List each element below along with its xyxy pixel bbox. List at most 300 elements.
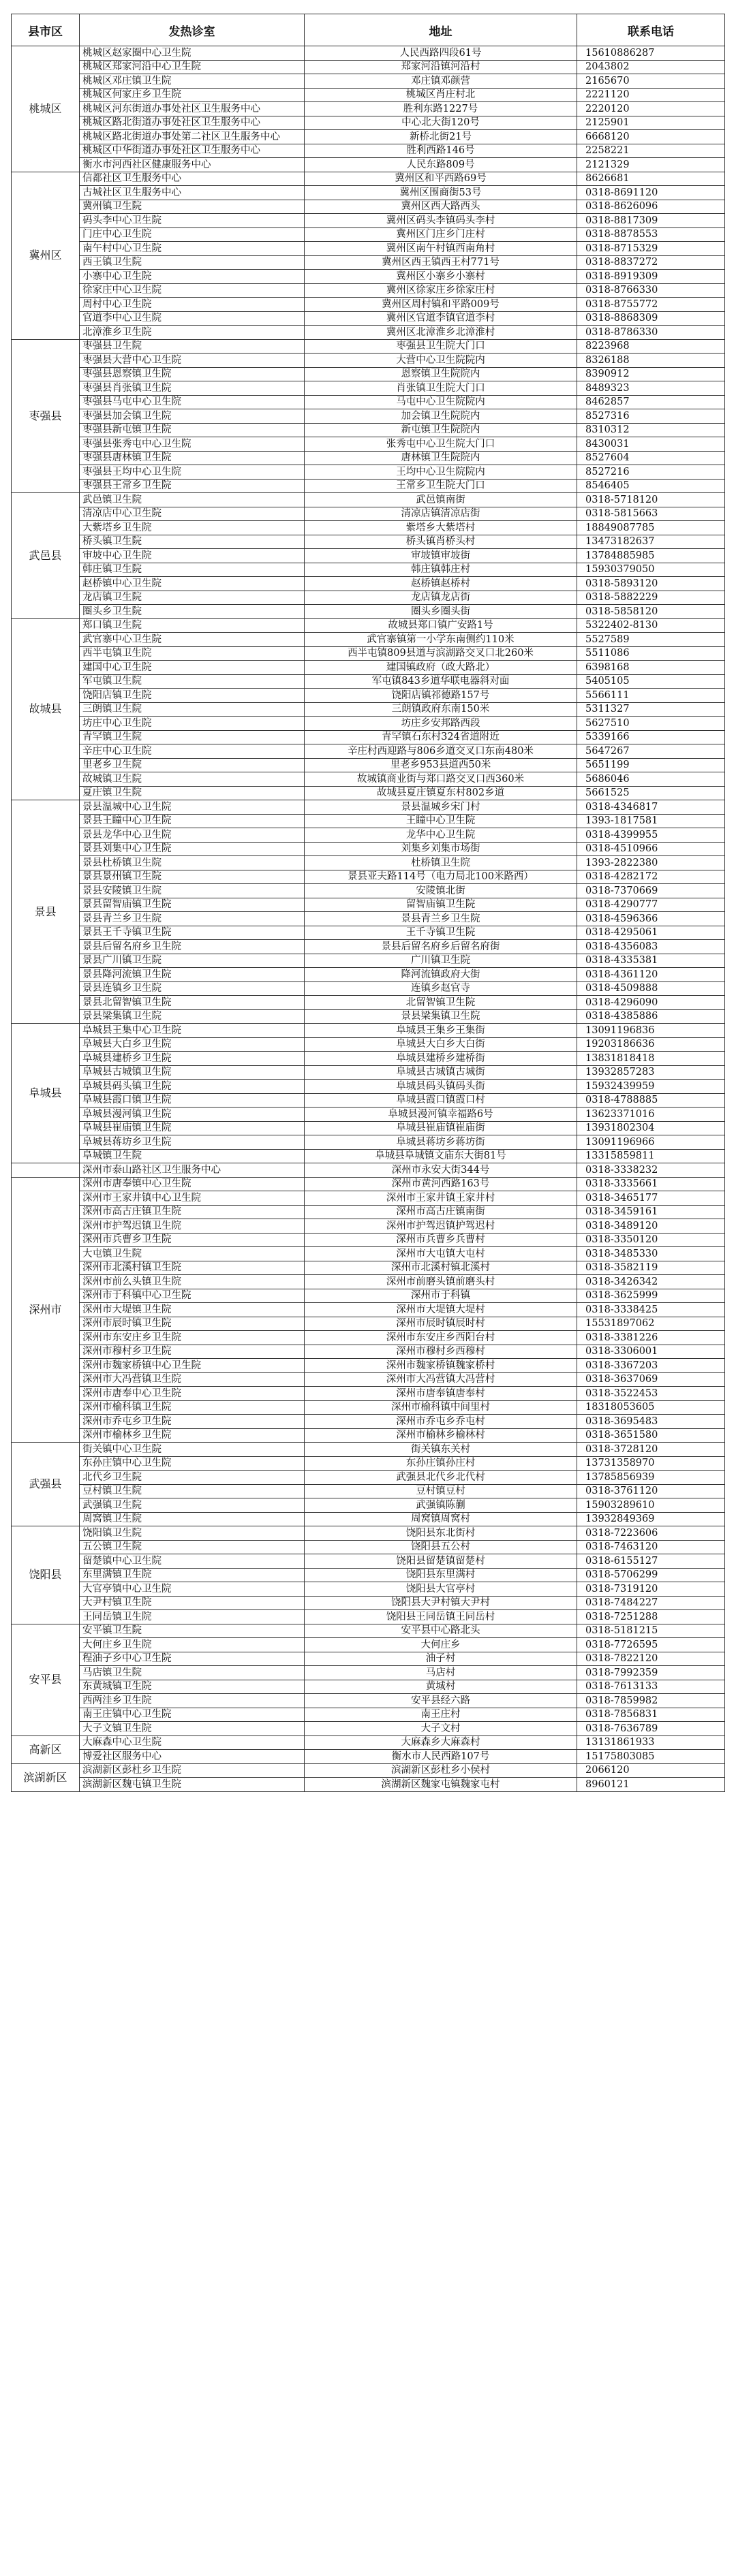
table-row [12,409,725,424]
clinic-name-cell: 桃城区何家庄乡卫生院 [80,88,305,102]
table-row [12,1735,725,1750]
address-cell: 刘集乡刘集市场街 [305,842,577,856]
address-cell: 深州市大堤镇大堤村 [305,1303,577,1317]
table-row [12,1149,725,1163]
phone-cell: 13831818418 [577,1052,725,1066]
clinic-name-cell: 枣强县王常乡卫生院 [80,479,305,493]
phone-cell: 15175803085 [577,1750,725,1764]
table-row [12,702,725,717]
clinic-name-cell: 深州市唐奉镇中心卫生院 [80,1177,305,1191]
table-row [12,186,725,200]
address-cell: 豆村镇豆村 [305,1484,577,1498]
address-cell: 饶阳县五公村 [305,1540,577,1554]
clinic-name-cell: 深州市大冯营镇卫生院 [80,1372,305,1387]
address-cell: 景县温城乡宋门村 [305,800,577,815]
address-cell: 景县梁集镇卫生院 [305,1009,577,1024]
clinic-name-cell: 枣强县卫生院 [80,339,305,354]
table-row [12,1163,725,1178]
table-row [12,88,725,102]
clinic-name-cell: 门庄中心卫生院 [80,227,305,242]
phone-cell: 0318-4788885 [577,1093,725,1108]
clinic-name-cell: 深州市乔屯乡卫生院 [80,1415,305,1429]
phone-cell: 0318-5815663 [577,507,725,521]
table-row [12,786,725,800]
table-row [12,298,725,312]
table-row [12,954,725,968]
table-row [12,479,725,493]
address-cell: 阜城县古城镇古城街 [305,1065,577,1080]
clinic-name-cell: 深州市穆村乡卫生院 [80,1345,305,1359]
address-cell: 王瞳中心卫生院 [305,814,577,828]
table-row [12,717,725,731]
table-row [12,758,725,772]
clinic-name-cell: 辛庄中心卫生院 [80,744,305,759]
address-cell: 阜城县漫河镇幸福路6号 [305,1108,577,1122]
phone-cell: 15531897062 [577,1317,725,1331]
phone-cell: 13315859811 [577,1149,725,1163]
address-cell: 龙华中心卫生院 [305,828,577,843]
address-cell: 深州市榆林乡榆林村 [305,1428,577,1443]
address-cell: 审坡镇审坡街 [305,549,577,563]
phone-cell: 5339166 [577,730,725,744]
phone-cell: 5322402-8130 [577,618,725,633]
clinic-name-cell: 景县王瞳中心卫生院 [80,814,305,828]
address-cell: 王常乡卫生院大门口 [305,479,577,493]
phone-cell: 2066120 [577,1763,725,1778]
clinic-name-cell: 里老乡卫生院 [80,758,305,772]
clinic-name-cell: 大紫塔乡卫生院 [80,521,305,535]
clinic-name-cell: 阜城县霞口镇卫生院 [80,1093,305,1108]
phone-cell: 0318-5718120 [577,493,725,507]
table-row [12,940,725,954]
clinic-name-cell: 深州市榆科镇卫生院 [80,1400,305,1415]
address-cell: 安陵镇北街 [305,884,577,898]
table-row [12,577,725,591]
address-cell: 景县后留名府乡后留名府街 [305,940,577,954]
table-row [12,437,725,452]
phone-cell: 8310312 [577,423,725,437]
phone-cell: 0318-3367203 [577,1359,725,1373]
address-cell: 饶阳县大官亭村 [305,1582,577,1597]
address-cell: 冀州区徐家庄乡徐家庄村 [305,283,577,298]
phone-cell: 0318-3728120 [577,1443,725,1457]
table-row [12,1428,725,1443]
table-row [12,1722,725,1736]
table-row [12,1037,725,1052]
clinic-name-cell: 武官寨中心卫生院 [80,633,305,647]
clinic-name-cell: 桃城区河东街道办事处社区卫生服务中心 [80,102,305,116]
phone-cell: 6668120 [577,130,725,144]
table-row [12,255,725,270]
phone-cell: 0318-4346817 [577,800,725,815]
clinic-name-cell: 阜城县建桥乡卫生院 [80,1052,305,1066]
table-row [12,451,725,465]
table-row [12,912,725,926]
phone-cell: 0318-5893120 [577,577,725,591]
address-cell: 油子村 [305,1652,577,1666]
table-row [12,227,725,242]
address-cell: 连镇乡赵官寺 [305,981,577,996]
table-row [12,1093,725,1108]
address-cell: 深州市北溪村镇北溪村 [305,1261,577,1275]
address-cell: 冀州区北漳淮乡北漳淮村 [305,326,577,340]
table-row [12,828,725,843]
phone-cell: 0318-4385886 [577,1009,725,1024]
clinic-name-cell: 景县降河流镇卫生院 [80,968,305,982]
table-row [12,326,725,340]
address-cell: 圈头乡圈头街 [305,605,577,619]
address-cell: 大何庄乡 [305,1638,577,1652]
phone-cell: 0318-5181215 [577,1624,725,1638]
address-cell: 黄城村 [305,1680,577,1694]
address-cell: 冀州区围商街53号 [305,186,577,200]
clinic-name-cell: 大尹村镇卫生院 [80,1596,305,1610]
phone-cell: 0318-4335381 [577,954,725,968]
table-row [12,1233,725,1247]
phone-cell: 0318-7822120 [577,1652,725,1666]
address-cell: 中心北大街120号 [305,116,577,130]
address-cell: 阜城县崔庙镇崔庙街 [305,1121,577,1135]
clinic-name-cell: 北漳淮乡卫生院 [80,326,305,340]
clinic-name-cell: 景县龙华中心卫生院 [80,828,305,843]
clinic-name-cell: 景县安陵镇卫生院 [80,884,305,898]
table-row [12,60,725,74]
clinic-name-cell: 景县留智庙镇卫生院 [80,898,305,912]
address-cell: 深州市兵曹乡兵曹村 [305,1233,577,1247]
table-row [12,1526,725,1541]
table-row [12,1596,725,1610]
address-cell: 张秀屯中心卫生院大门口 [305,437,577,452]
clinic-name-cell: 景县梁集镇卫生院 [80,1009,305,1024]
address-cell: 深州市东安庄乡西阳台村 [305,1331,577,1345]
clinic-name-cell: 大麻森中心卫生院 [80,1735,305,1750]
county-cell: 枣强县 [12,339,80,493]
header-row [12,14,725,46]
table-row [12,354,725,368]
table-row [12,968,725,982]
clinic-name-cell: 桃城区路北街道办事处第二社区卫生服务中心 [80,130,305,144]
address-cell: 三朗镇政府东南150米 [305,702,577,717]
phone-cell: 15930379050 [577,563,725,577]
address-cell: 南王庄村 [305,1708,577,1722]
table-row [12,507,725,521]
table-row [12,1666,725,1680]
phone-cell: 0318-7859982 [577,1694,725,1708]
phone-cell: 1393-2822380 [577,856,725,870]
table-row [12,1484,725,1498]
table-row [12,549,725,563]
phone-cell: 8527216 [577,465,725,480]
clinic-name-cell: 东孙庄镇中心卫生院 [80,1456,305,1471]
address-cell: 阜城县大白乡大白街 [305,1037,577,1052]
clinic-name-cell: 徐家庄中心卫生院 [80,283,305,298]
phone-cell: 0318-7992359 [577,1666,725,1680]
table-row [12,842,725,856]
address-cell: 深州市大冯营镇大冯营村 [305,1372,577,1387]
clinic-name-cell: 审坡中心卫生院 [80,549,305,563]
clinic-name-cell: 阜城镇卫生院 [80,1149,305,1163]
table-row [12,1275,725,1289]
address-cell: 胜利西路146号 [305,144,577,158]
address-cell: 邓庄镇邓颜营 [305,74,577,89]
table-row [12,242,725,256]
clinic-name-cell: 古城社区卫生服务中心 [80,186,305,200]
phone-cell: 0318-3761120 [577,1484,725,1498]
table-row [12,1778,725,1792]
table-row [12,1024,725,1038]
phone-cell: 8430031 [577,437,725,452]
clinic-name-cell: 深州市于科镇中心卫生院 [80,1289,305,1303]
clinic-name-cell: 衡水市河西社区健康服务中心 [80,158,305,172]
table-row [12,884,725,898]
clinic-name-cell: 圈头乡卫生院 [80,605,305,619]
phone-cell: 8326188 [577,354,725,368]
phone-cell: 0318-3335661 [577,1177,725,1191]
clinic-name-cell: 大屯镇卫生院 [80,1247,305,1261]
address-cell: 周窝镇周窝村 [305,1512,577,1526]
clinic-name-cell: 故城镇卫生院 [80,772,305,787]
table-row [12,1498,725,1513]
phone-cell: 0318-3459161 [577,1205,725,1219]
clinic-name-cell: 郑口镇卫生院 [80,618,305,633]
clinic-name-cell: 深州市榆林乡卫生院 [80,1428,305,1443]
phone-cell: 13131861933 [577,1735,725,1750]
address-cell: 韩庄镇韩庄村 [305,563,577,577]
clinic-name-cell: 三朗镇卫生院 [80,702,305,717]
address-cell: 安平县中心路北头 [305,1624,577,1638]
address-cell: 龙店镇龙店街 [305,591,577,605]
clinic-name-cell: 景县景州镇卫生院 [80,870,305,884]
table-row [12,591,725,605]
address-cell: 军屯镇843乡道华联电器斜对面 [305,674,577,689]
phone-cell: 0318-4356083 [577,940,725,954]
phone-cell: 2165670 [577,74,725,89]
table-row [12,116,725,130]
address-cell: 桥头镇肖桥头村 [305,535,577,549]
address-cell: 人民东路809号 [305,158,577,172]
clinic-name-cell: 青罕镇卫生院 [80,730,305,744]
phone-cell: 15932439959 [577,1080,725,1094]
phone-cell: 0318-4290777 [577,898,725,912]
county-cell: 深州市 [12,1177,80,1443]
phone-cell: 0318-5858120 [577,605,725,619]
address-cell: 建国镇政府（政大路北） [305,661,577,675]
phone-cell: 0318-8755772 [577,298,725,312]
table-row [12,521,725,535]
phone-cell: 2221120 [577,88,725,102]
phone-cell: 0318-8837272 [577,255,725,270]
header-county: 县市区 [12,14,80,46]
address-cell: 深州市大屯镇大屯村 [305,1247,577,1261]
table-row [12,46,725,61]
address-cell: 新屯镇卫生院院内 [305,423,577,437]
address-cell: 郑家河沿镇河沿村 [305,60,577,74]
address-cell: 大子文村 [305,1722,577,1736]
phone-cell: 2121329 [577,158,725,172]
phone-cell: 0318-4510966 [577,842,725,856]
clinic-name-cell: 深州市唐奉中心卫生院 [80,1387,305,1401]
clinic-name-cell: 景县王千寺镇卫生院 [80,926,305,940]
table-row [12,144,725,158]
phone-cell: 2043802 [577,60,725,74]
county-cell [12,1163,80,1178]
address-cell: 深州市辰时镇辰时村 [305,1317,577,1331]
address-cell: 深州市王家井镇王家井村 [305,1191,577,1206]
address-cell: 阜城县阜城镇文庙东大街81号 [305,1149,577,1163]
table-row [12,1610,725,1624]
clinic-name-cell: 周村中心卫生院 [80,298,305,312]
clinic-name-cell: 滨湖新区彭杜乡卫生院 [80,1763,305,1778]
clinic-name-cell: 北代乡卫生院 [80,1471,305,1485]
header-phone: 联系电话 [577,14,725,46]
table-row [12,1554,725,1569]
address-cell: 阜城县蒋坊乡蒋坊街 [305,1135,577,1150]
phone-cell: 13091196836 [577,1024,725,1038]
table-row [12,1415,725,1429]
table-row [12,870,725,884]
phone-cell: 0318-7319120 [577,1582,725,1597]
address-cell: 紫塔乡大紫塔村 [305,521,577,535]
phone-cell: 0318-7251288 [577,1610,725,1624]
address-cell: 青罕镇石东村324省道附近 [305,730,577,744]
table-row [12,395,725,409]
phone-cell: 0318-5882229 [577,591,725,605]
phone-cell: 0318-4361120 [577,968,725,982]
table-row [12,1177,725,1191]
address-cell: 冀州区小寨乡小寨村 [305,270,577,284]
phone-cell: 0318-8786330 [577,326,725,340]
table-row [12,689,725,703]
phone-cell: 0318-8919309 [577,270,725,284]
fever-clinic-table [11,14,725,1792]
phone-cell: 0318-7613133 [577,1680,725,1694]
address-cell: 冀州区码头李镇码头李村 [305,214,577,228]
table-row [12,618,725,633]
table-row [12,1261,725,1275]
table-row [12,102,725,116]
address-cell: 唐林镇卫生院院内 [305,451,577,465]
address-cell: 广川镇卫生院 [305,954,577,968]
clinic-name-cell: 阜城县古城镇卫生院 [80,1065,305,1080]
table-row [12,814,725,828]
table-row [12,1135,725,1150]
address-cell: 阜城县王集乡王集街 [305,1024,577,1038]
phone-cell: 5661525 [577,786,725,800]
table-row [12,661,725,675]
table-row [12,1331,725,1345]
address-cell: 深州市唐奉镇唐奉村 [305,1387,577,1401]
clinic-name-cell: 景县广川镇卫生院 [80,954,305,968]
phone-cell: 8546405 [577,479,725,493]
phone-cell: 0318-7223606 [577,1526,725,1541]
phone-cell: 0318-3381226 [577,1331,725,1345]
clinic-name-cell: 街关镇中心卫生院 [80,1443,305,1457]
table-row [12,1540,725,1554]
clinic-table-container [11,14,724,1792]
clinic-name-cell: 五公镇卫生院 [80,1540,305,1554]
phone-cell: 0318-7726595 [577,1638,725,1652]
phone-cell: 13931802304 [577,1121,725,1135]
phone-cell: 0318-8691120 [577,186,725,200]
phone-cell: 0318-3489120 [577,1219,725,1234]
phone-cell: 2258221 [577,144,725,158]
clinic-name-cell: 马店镇卫生院 [80,1666,305,1680]
address-cell: 冀州区门庄乡门庄村 [305,227,577,242]
phone-cell: 8462857 [577,395,725,409]
address-cell: 武强镇陈蒯 [305,1498,577,1513]
phone-cell: 8489323 [577,381,725,396]
address-cell: 饶阳县留楚镇留楚村 [305,1554,577,1569]
table-row [12,1191,725,1206]
address-cell: 大营中心卫生院院内 [305,354,577,368]
clinic-name-cell: 建国中心卫生院 [80,661,305,675]
clinic-name-cell: 枣强县马屯中心卫生院 [80,395,305,409]
phone-cell: 0318-7484227 [577,1596,725,1610]
phone-cell: 0318-3637069 [577,1372,725,1387]
table-row [12,1568,725,1582]
clinic-name-cell: 枣强县大营中心卫生院 [80,354,305,368]
clinic-name-cell: 官道李中心卫生院 [80,311,305,326]
table-row [12,1694,725,1708]
clinic-name-cell: 坊庄中心卫生院 [80,717,305,731]
address-cell: 饶阳县大尹村镇大尹村 [305,1596,577,1610]
clinic-name-cell: 深州市魏家桥镇中心卫生院 [80,1359,305,1373]
phone-cell: 5311327 [577,702,725,717]
address-cell: 阜城县霞口镇霞口村 [305,1093,577,1108]
clinic-name-cell: 滨湖新区魏屯镇卫生院 [80,1778,305,1792]
clinic-name-cell: 周窝镇卫生院 [80,1512,305,1526]
clinic-name-cell: 夏庄镇卫生院 [80,786,305,800]
phone-cell: 0318-4282172 [577,870,725,884]
phone-cell: 0318-3426342 [577,1275,725,1289]
clinic-name-cell: 枣强县肖张镇卫生院 [80,381,305,396]
phone-cell: 0318-8878553 [577,227,725,242]
table-row [12,1289,725,1303]
clinic-name-cell: 景县连镇乡卫生院 [80,981,305,996]
phone-cell: 13932849369 [577,1512,725,1526]
table-row [12,730,725,744]
address-cell: 故城县夏庄镇夏东村802乡道 [305,786,577,800]
table-row [12,1400,725,1415]
address-cell: 坊庄乡安邦路西段 [305,717,577,731]
clinic-name-cell: 大子文镇卫生院 [80,1722,305,1736]
address-cell: 西半屯镇809县道与滨湖路交叉口北260米 [305,646,577,661]
phone-cell: 8527316 [577,409,725,424]
clinic-name-cell: 东里满镇卫生院 [80,1568,305,1582]
table-row [12,1708,725,1722]
phone-cell: 5405105 [577,674,725,689]
clinic-name-cell: 枣强县王均中心卫生院 [80,465,305,480]
phone-cell: 18318053605 [577,1400,725,1415]
clinic-name-cell: 留楚镇中心卫生院 [80,1554,305,1569]
county-cell: 故城县 [12,618,80,800]
clinic-name-cell: 饶阳店镇卫生院 [80,689,305,703]
clinic-name-cell: 信都社区卫生服务中心 [80,172,305,186]
clinic-name-cell: 西王镇卫生院 [80,255,305,270]
clinic-name-cell: 韩庄镇卫生院 [80,563,305,577]
clinic-name-cell: 安平镇卫生院 [80,1624,305,1638]
address-cell: 深州市魏家桥镇魏家桥村 [305,1359,577,1373]
table-row [12,1219,725,1234]
table-row [12,74,725,89]
table-row [12,158,725,172]
table-row [12,1247,725,1261]
county-cell: 武邑县 [12,493,80,619]
clinic-name-cell: 景县杜桥镇卫生院 [80,856,305,870]
table-row [12,1317,725,1331]
phone-cell: 0318-6155127 [577,1554,725,1569]
clinic-name-cell: 赵桥镇中心卫生院 [80,577,305,591]
